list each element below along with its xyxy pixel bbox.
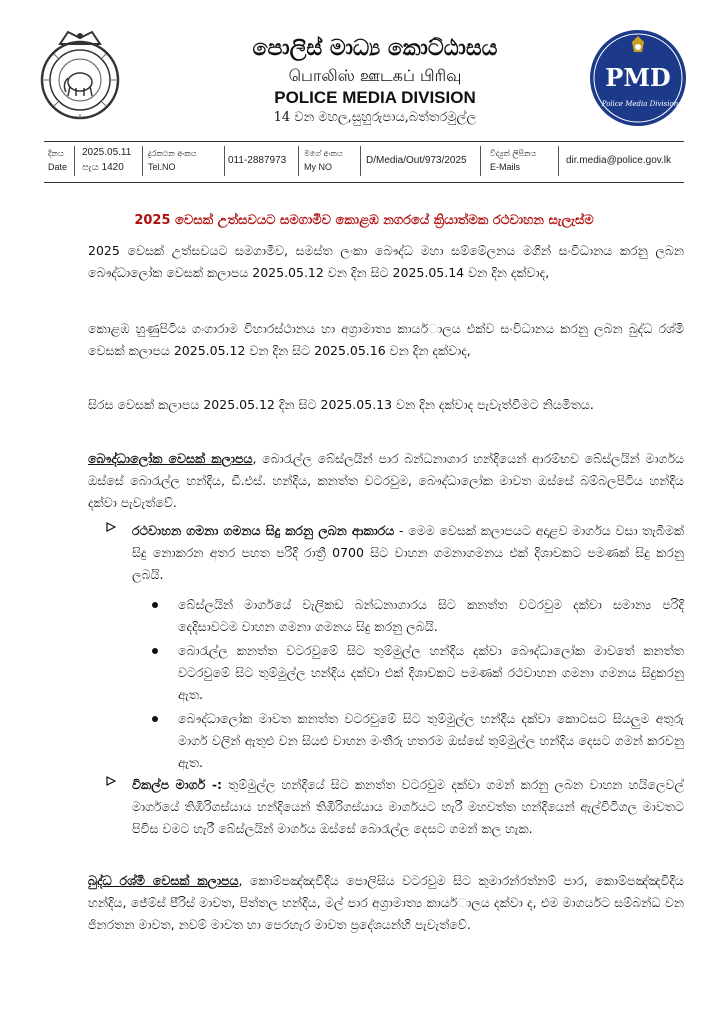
divider bbox=[142, 146, 143, 176]
email-cell bbox=[490, 147, 684, 179]
bullet-item-3 bbox=[152, 708, 684, 774]
myno-cell bbox=[304, 147, 494, 179]
document-info-bar bbox=[44, 141, 684, 183]
tel-value: 011-2887973 bbox=[228, 155, 287, 166]
arrow-bullet-icon bbox=[106, 522, 116, 532]
arrow-item-1 bbox=[108, 520, 684, 586]
divider bbox=[74, 146, 75, 176]
myno-value: D/Media/Out/973/2025 bbox=[366, 155, 467, 166]
header-title-english: POLICE MEDIA DIVISION bbox=[274, 88, 476, 107]
bullet-item-1-text: බේස්ලයින් මාර්ගයේ වැලිකඩ බන්ධනාගාරය සිට කනත්ත වටරවුම දක්වා සමාන්‍ය පරිදි දෙදිසාවටම වාහන ගමනා ගමනය සිදු කරනු ලබයි. bbox=[178, 597, 684, 634]
divider bbox=[224, 146, 225, 176]
bullet-dot-icon bbox=[152, 648, 158, 654]
date-value: 2025.05.11 bbox=[82, 147, 132, 158]
bullet-item-2-text: බොරැල්ල කනත්ත වටරවුමේ සිට තුම්මුල්ල හන්දිය දක්වා බෞද්ධාලෝක මාවතේ කනත්ත වටරවුමේ සිට තුම්මුල්ල හන්දිය දක්වා එක් දිශාවකට පමණක් රථවාහන ගමනා ගමනය සිදුකරනු ඇත. bbox=[178, 643, 684, 702]
pmd-logo-text: PMD bbox=[605, 63, 671, 92]
arrow-item-1-text: - මෙම වෙසක් කලාපයට අදාළව මාර්ගය වසා තැබීමක් සිදු නොකරන අතර පහත පරිදි රාත්‍රී 0700 සිට වාහන ගමනාගමනය එක් දිශාවකට පමණක් සිදු කරනු ලබයි. bbox=[132, 523, 684, 582]
date-label-si: දිනය bbox=[48, 149, 64, 158]
date-label-en: Date bbox=[48, 162, 68, 172]
bullet-item-3-text: බෞද්ධාලෝක මාවත කනත්ත වටරවුමේ සිට තුම්මුල්ල හන්දිය දක්වා කොටසට සියලුම අතුරු මාගර් වලින් ඇතුළු වන සියළු වාහන මංතීරු හතරම ඔස්සේ තුම්මුල්ල හන්දිය දෙසට ගමන් කරවනු ඇත. bbox=[178, 711, 684, 770]
paragraph-1: 2025 වෙසක් උත්සවයට සමගාමීව, සමස්ත ලංකා බෞද්ධ මහා සම්මේලනය මගින් සංවිධානය කරනු ලබන බෞද්ධාලෝක වෙසක් කලාපය 2025.05.12 වන දින සිට 2025.05.14 වන දින දක්වාද, bbox=[88, 243, 684, 280]
paragraph-5 bbox=[88, 870, 684, 936]
paragraph-5-text: , කොම්පඤ්ඤවීදිය පොලිසිය වටරවුම සිට කුමාරන්රත්නම් පාර, කොම්පඤ්ඤවීදිය හන්දිය, ජේම්ස් පීරිස් මාවත, පිත්තල හන්දිය, මල් පාර අග්‍රාමාත්‍ය කායර්ාලය දක්වා ද, එම මාගර්යට සම්බන්ධ වන ජිනරතන මාවත, නවම් මාවත හා පෙරහැර මාවත ප්‍රදේශයන්හි පැවැත්වේ. bbox=[88, 873, 684, 932]
pmd-logo-icon bbox=[588, 28, 688, 128]
bullet-dot-icon bbox=[152, 716, 158, 722]
tel-label-si: දුරකථන අංකය bbox=[148, 149, 197, 158]
tel-cell bbox=[148, 147, 308, 179]
arrow-item-2-text: තුම්මුල්ල හන්දියේ සිට කනත්ත වටරවුම දක්වා ගමන් කරනු ලබන වාහන හයිලෙවල් මාර්ගයේ තිඹිරිගස්යාය හන්දියෙන් තිඹිරිගස්යාය මාර්ගයට හැරී මහවත්ත හන්දියෙන් ඇල්විටිගල මාවතට පිවිස වමට හැරී බේස්ලයින් මාර්ගය ඔස්සේ බොරැල්ල දෙසට ගමන් කල හැක. bbox=[132, 777, 685, 836]
header-title-tamil: பொலிஸ் ஊடகப் பிரிவு bbox=[288, 66, 462, 85]
tel-label-en: Tel.NO bbox=[148, 162, 176, 172]
paragraph-3: සිරස වෙසක් කලාපය 2025.05.12 දින සිට 2025.05.13 වන දින දක්වාද පැවැත්වීමට නියමිතය. bbox=[88, 397, 594, 412]
police-crest-icon bbox=[30, 26, 130, 126]
divider bbox=[558, 146, 559, 176]
email-label-si: විද්‍යුත් ලිපිනය bbox=[490, 149, 537, 158]
paragraph-5-heading: බුද්ධ රශ්මි වෙසක් කලාපය bbox=[88, 873, 239, 888]
pmd-logo-subtext: Police Media Division bbox=[601, 100, 679, 108]
divider bbox=[298, 146, 299, 176]
divider bbox=[360, 146, 361, 176]
time-value: පැය 1420 bbox=[82, 162, 124, 173]
arrow-item-2 bbox=[108, 774, 684, 840]
paragraph-4-heading: බෞද්ධාලෝක වෙසක් කලාපය bbox=[88, 451, 253, 466]
divider bbox=[480, 146, 481, 176]
myno-label-si: මගේ අංකය bbox=[304, 149, 343, 158]
paragraph-4-text: , බොරැල්ල බේස්ලයින් පාර බන්ධනාගාර හන්දියෙන් ආරම්භව බේස්ලයින් මාර්ගය ඔස්සේ බොරැල්ල හන්දිය, ඩී.එස්. හන්දිය, කනත්ත වටරවුම, බෞද්ධාලෝක මාවත ඔස්සේ බම්බලපිටිය හන්දිය දක්වා පැවැත්වේ. bbox=[88, 451, 684, 510]
myno-label-en: My NO bbox=[304, 162, 332, 172]
email-value: dir.media@police.gov.lk bbox=[566, 155, 672, 166]
bullet-item-2 bbox=[152, 640, 684, 706]
arrow-item-1-heading: රථවාහන ගමනා ගමනය සිදු කරනු ලබන ආකාරය bbox=[132, 523, 395, 538]
arrow-item-2-heading: විකල්ප මාගර් -: bbox=[132, 777, 223, 792]
email-label-en: E-Mails bbox=[490, 162, 521, 172]
paragraph-2: කොළඹ හුණුපිටිය ගංගාරාම විහාරස්ථානය හා අග්‍රාමාත්‍ය කායර්ාලය එක්ව සංවිධානය කරනු ලබන බුද්ධ රශ්මි වෙසක් කලාපය 2025.05.12 වන දින සිට 2025.05.16 වන දින දක්වාද, bbox=[88, 321, 684, 358]
document-title: 2025 වෙසක් උත්සවයට සමගාමීව කොළඹ නගරයේ ක්‍රියාත්මක රථවාහන සැලැස්ම bbox=[134, 213, 594, 228]
bullet-item-1 bbox=[152, 594, 684, 638]
arrow-bullet-icon bbox=[106, 776, 116, 786]
paragraph-4 bbox=[88, 448, 684, 514]
header-title-sinhala: පොලිස් මාධ්‍ය කොට්ඨාසය bbox=[252, 36, 498, 61]
bullet-dot-icon bbox=[152, 602, 158, 608]
header-address: 14 වන මහල,සුහුරුපාය,බත්තරමුල්ල bbox=[273, 110, 477, 125]
